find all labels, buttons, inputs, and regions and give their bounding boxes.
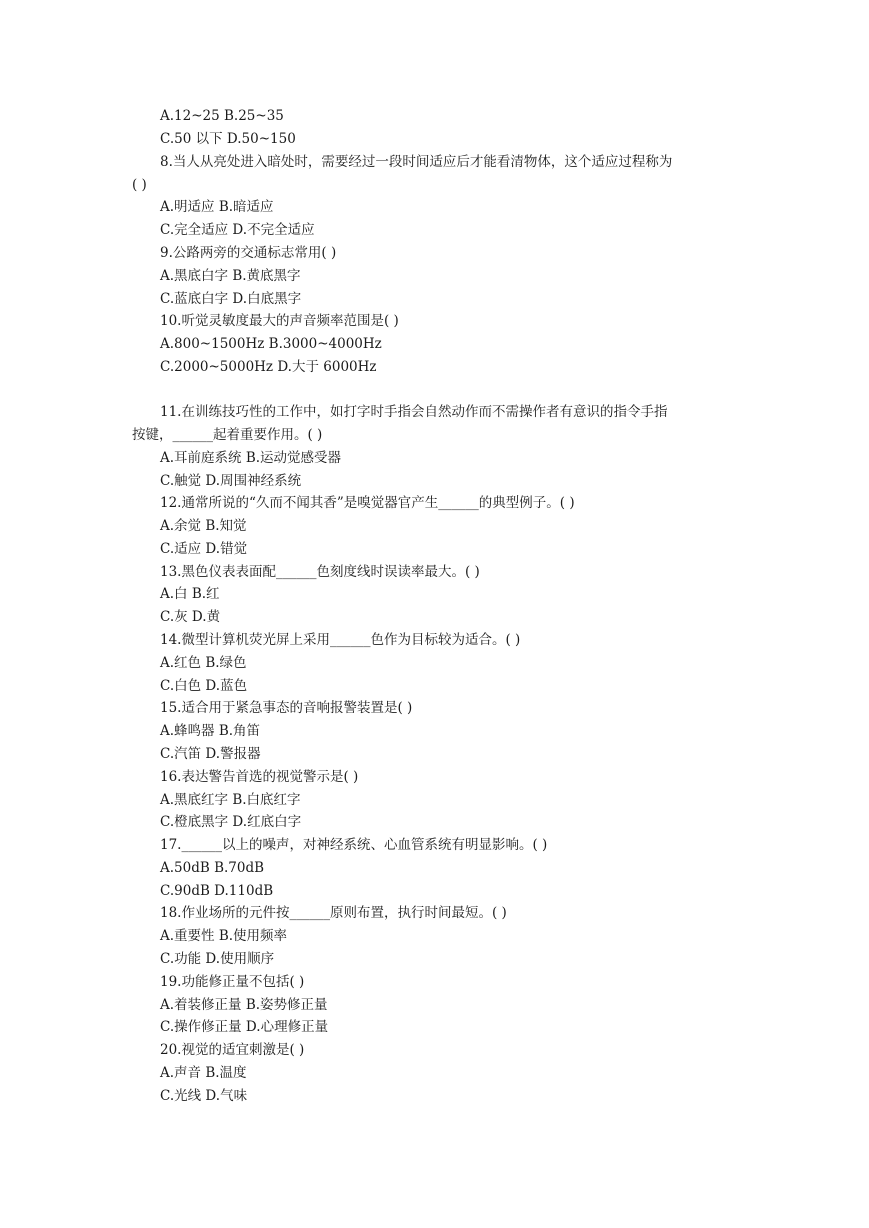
option-line: A.蜂鸣器 B.角笛 [160, 723, 261, 739]
option-line: C.50 以下 D.50~150 [160, 131, 296, 147]
option-line: C.灰 D.黄 [160, 609, 221, 625]
question-18: 18.作业场所的元件按______原则布置，执行时间最短。( ) [160, 905, 507, 921]
question-19: 19.功能修正量不包括( ) [160, 974, 305, 990]
question-20: 20.视觉的适宜刺激是( ) [160, 1042, 305, 1058]
option-line: A.重要性 B.使用频率 [160, 928, 288, 944]
option-line: C.汽笛 D.警报器 [160, 746, 261, 762]
option-line: A.耳前庭系统 B.运动觉感受器 [160, 450, 342, 466]
option-line: C.橙底黑字 D.红底白字 [160, 814, 302, 830]
question-15: 15.适合用于紧急事态的音响报警装置是( ) [160, 700, 413, 716]
question-8-continuation: ( ) [132, 177, 147, 193]
option-line: A.50dB B.70dB [160, 860, 265, 876]
question-13: 13.黑色仪表表面配______色刻度线时误读率最大。( ) [160, 564, 480, 580]
option-line: A.声音 B.温度 [160, 1065, 247, 1081]
question-17: 17.______以上的噪声，对神经系统、心血管系统有明显影响。( ) [160, 837, 548, 853]
question-9: 9.公路两旁的交通标志常用( ) [160, 245, 337, 261]
option-line: C.完全适应 D.不完全适应 [160, 222, 315, 238]
option-line: C.功能 D.使用顺序 [160, 951, 275, 967]
option-line: C.适应 D.错觉 [160, 541, 248, 557]
question-14: 14.微型计算机荧光屏上采用______色作为目标较为适合。( ) [160, 632, 521, 648]
option-line: A.黑底红字 B.白底红字 [160, 792, 301, 808]
option-line: C.光线 D.气味 [160, 1088, 248, 1104]
option-line: C.蓝底白字 D.白底黑字 [160, 291, 302, 307]
option-line: C.触觉 D.周围神经系统 [160, 473, 302, 489]
option-line: A.白 B.红 [160, 586, 220, 602]
option-line: C.操作修正量 D.心理修正量 [160, 1019, 329, 1035]
option-line: A.余觉 B.知觉 [160, 518, 247, 534]
question-16: 16.表达警告首选的视觉警示是( ) [160, 769, 359, 785]
option-line: A.明适应 B.暗适应 [160, 199, 274, 215]
option-line: A.12~25 B.25~35 [160, 108, 284, 124]
option-line: A.黑底白字 B.黄底黑字 [160, 268, 301, 284]
option-line: C.2000~5000Hz D.大于 6000Hz [160, 359, 377, 375]
question-11-continuation: 按键，______起着重要作用。( ) [132, 427, 323, 443]
option-line: C.白色 D.蓝色 [160, 678, 248, 694]
question-10: 10.听觉灵敏度最大的声音频率范围是( ) [160, 313, 399, 329]
question-8: 8.当人从亮处进入暗处时，需要经过一段时间适应后才能看清物体，这个适应过程称为 [160, 154, 673, 170]
option-line: A.800~1500Hz B.3000~4000Hz [160, 336, 382, 352]
option-line: C.90dB D.110dB [160, 883, 274, 899]
question-11: 11.在训练技巧性的工作中，如打字时手指会自然动作而不需操作者有意识的指令手指 [160, 404, 668, 420]
question-12: 12.通常所说的“久而不闻其香”是嗅觉器官产生______的典型例子。( ) [160, 495, 575, 511]
option-line: A.着装修正量 B.姿势修正量 [160, 997, 328, 1013]
option-line: A.红色 B.绿色 [160, 655, 247, 671]
